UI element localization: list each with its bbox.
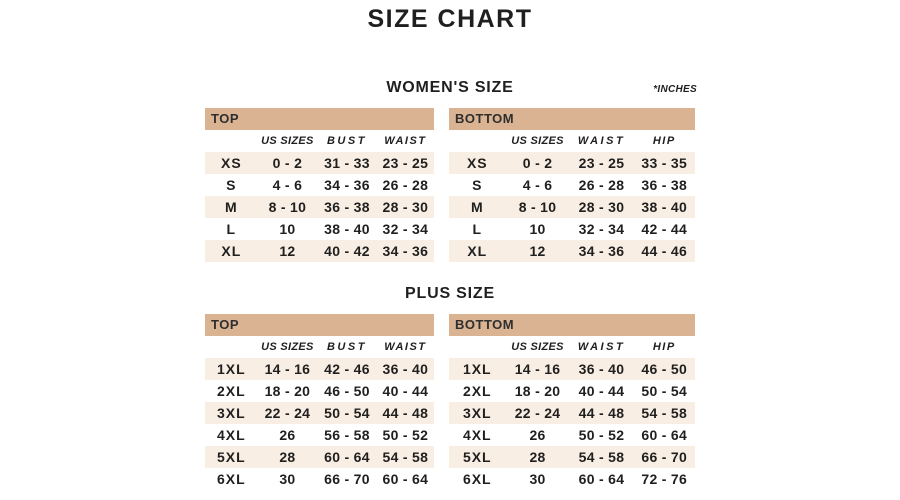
measurement-value: 12 xyxy=(279,243,296,259)
size-label: 1XL xyxy=(216,361,246,377)
size-label: 4XL xyxy=(462,427,492,443)
size-row xyxy=(449,380,695,402)
table-title-bar xyxy=(449,108,695,130)
table-title: TOP xyxy=(211,317,239,332)
size-row xyxy=(205,218,434,240)
size-label: L xyxy=(226,221,237,237)
measurement-value: 28 xyxy=(279,449,296,465)
size-label: 5XL xyxy=(462,449,492,465)
size-row xyxy=(205,240,434,262)
section-heading: PLUS SIZE xyxy=(405,285,495,302)
size-column-header xyxy=(205,336,258,358)
size-row xyxy=(449,358,695,380)
measurement-value: 50 - 52 xyxy=(382,427,429,443)
size-row xyxy=(205,152,434,174)
measurement-value: 26 xyxy=(529,427,546,443)
measurement-value: 8 - 10 xyxy=(268,199,307,215)
size-row xyxy=(205,446,434,468)
measurement-value: 34 - 36 xyxy=(382,243,429,259)
size-label: 2XL xyxy=(216,383,246,399)
measurement-value: 42 - 46 xyxy=(324,361,370,377)
size-label: M xyxy=(470,199,484,215)
size-label: XS xyxy=(220,155,242,171)
size-row xyxy=(205,402,434,424)
size-label: 2XL xyxy=(462,383,492,399)
size-table xyxy=(205,108,434,262)
measurement-value: 28 xyxy=(529,449,546,465)
measurement-value: 46 - 50 xyxy=(641,361,688,377)
column-header-row xyxy=(205,130,434,152)
measurement-value: 34 - 36 xyxy=(324,177,370,193)
measurement-value: 36 - 40 xyxy=(578,361,625,377)
measurement-value: 0 - 2 xyxy=(272,155,303,171)
size-data-table xyxy=(449,130,695,262)
size-row xyxy=(205,174,434,196)
measurement-value: 44 - 48 xyxy=(578,405,625,421)
size-data-table xyxy=(449,336,695,490)
table-title-bar xyxy=(205,314,434,336)
measurement-value: 60 - 64 xyxy=(641,427,688,443)
page-title: SIZE CHART xyxy=(367,5,533,33)
measurement-value: 10 xyxy=(279,221,296,237)
column-header: BUST xyxy=(326,135,367,147)
measurement-value: 60 - 64 xyxy=(578,471,625,487)
measurement-value: 46 - 50 xyxy=(324,383,370,399)
size-column-header xyxy=(449,336,506,358)
measurement-value: 60 - 64 xyxy=(324,449,370,465)
size-row xyxy=(205,380,434,402)
measurement-value: 54 - 58 xyxy=(641,405,688,421)
size-table xyxy=(205,314,434,490)
measurement-value: 4 - 6 xyxy=(522,177,553,193)
measurement-value: 34 - 36 xyxy=(578,243,625,259)
measurement-value: 66 - 70 xyxy=(324,471,370,487)
size-label: M xyxy=(224,199,238,215)
size-label: XL xyxy=(221,243,242,259)
size-section xyxy=(205,284,695,490)
size-label: 4XL xyxy=(216,427,246,443)
size-label: S xyxy=(226,177,237,193)
size-row xyxy=(449,468,695,490)
measurement-value: 26 - 28 xyxy=(578,177,625,193)
column-header: WAIST xyxy=(577,341,626,353)
measurement-value: 4 - 6 xyxy=(272,177,303,193)
size-label: 6XL xyxy=(216,471,246,487)
column-header: US SIZES xyxy=(261,341,314,353)
size-row xyxy=(449,240,695,262)
measurement-value: 50 - 54 xyxy=(324,405,370,421)
size-row xyxy=(205,358,434,380)
size-column-header xyxy=(205,130,258,152)
measurement-value: 42 - 44 xyxy=(641,221,688,237)
size-section xyxy=(205,78,695,262)
measurement-value: 60 - 64 xyxy=(382,471,429,487)
size-label: 5XL xyxy=(216,449,246,465)
measurement-value: 18 - 20 xyxy=(264,383,311,399)
sections-container xyxy=(0,78,900,490)
table-title: BOTTOM xyxy=(455,111,515,126)
measurement-value: 36 - 38 xyxy=(324,199,370,215)
tables-row xyxy=(205,108,695,262)
column-header: WAIST xyxy=(577,135,626,147)
size-label: S xyxy=(472,177,483,193)
column-header: US SIZES xyxy=(511,135,564,147)
measurement-value: 50 - 52 xyxy=(578,427,625,443)
measurement-value: 72 - 76 xyxy=(641,471,688,487)
size-column-header xyxy=(449,130,506,152)
measurement-value: 44 - 46 xyxy=(641,243,688,259)
table-title: BOTTOM xyxy=(455,317,515,332)
measurement-value: 32 - 34 xyxy=(578,221,625,237)
table-title-bar xyxy=(205,108,434,130)
measurement-value: 38 - 40 xyxy=(324,221,370,237)
size-row xyxy=(449,196,695,218)
column-header: WAIST xyxy=(384,341,427,353)
size-row xyxy=(449,424,695,446)
measurement-value: 33 - 35 xyxy=(641,155,688,171)
column-header-row xyxy=(205,336,434,358)
measurement-value: 32 - 34 xyxy=(382,221,429,237)
measurement-value: 36 - 38 xyxy=(641,177,688,193)
column-header-row xyxy=(449,130,695,152)
table-title: TOP xyxy=(211,111,239,126)
measurement-value: 36 - 40 xyxy=(382,361,429,377)
section-header xyxy=(205,78,695,98)
measurement-value: 10 xyxy=(529,221,546,237)
column-header: HIP xyxy=(652,341,676,353)
size-label: XS xyxy=(466,155,488,171)
size-row xyxy=(449,446,695,468)
measurement-value: 22 - 24 xyxy=(264,405,311,421)
size-data-table xyxy=(205,130,434,262)
size-row xyxy=(205,196,434,218)
column-header: US SIZES xyxy=(261,135,314,147)
section-header xyxy=(205,284,695,304)
column-header: US SIZES xyxy=(511,341,564,353)
measurement-value: 50 - 54 xyxy=(641,383,688,399)
measurement-value: 54 - 58 xyxy=(578,449,625,465)
size-label: L xyxy=(472,221,483,237)
tables-row xyxy=(205,314,695,490)
size-row xyxy=(449,218,695,240)
measurement-value: 40 - 44 xyxy=(382,383,429,399)
measurement-value: 38 - 40 xyxy=(641,199,688,215)
column-header-row xyxy=(449,336,695,358)
size-label: 3XL xyxy=(216,405,246,421)
measurement-value: 66 - 70 xyxy=(641,449,688,465)
size-label: 1XL xyxy=(462,361,492,377)
column-header: HIP xyxy=(652,135,676,147)
measurement-value: 40 - 44 xyxy=(578,383,625,399)
size-table xyxy=(449,314,695,490)
column-header: BUST xyxy=(326,341,367,353)
size-label: XL xyxy=(467,243,488,259)
units-note: *INCHES xyxy=(653,84,697,95)
size-row xyxy=(205,468,434,490)
size-table xyxy=(449,108,695,262)
size-label: 6XL xyxy=(462,471,492,487)
measurement-value: 14 - 16 xyxy=(514,361,561,377)
measurement-value: 23 - 25 xyxy=(382,155,429,171)
measurement-value: 22 - 24 xyxy=(514,405,561,421)
measurement-value: 0 - 2 xyxy=(522,155,553,171)
measurement-value: 14 - 16 xyxy=(264,361,311,377)
measurement-value: 18 - 20 xyxy=(514,383,561,399)
measurement-value: 56 - 58 xyxy=(324,427,370,443)
table-title-bar xyxy=(449,314,695,336)
measurement-value: 54 - 58 xyxy=(382,449,429,465)
measurement-value: 31 - 33 xyxy=(324,155,370,171)
column-header: WAIST xyxy=(384,135,427,147)
section-heading: WOMEN'S SIZE xyxy=(386,79,514,96)
size-data-table xyxy=(205,336,434,490)
size-label: 3XL xyxy=(462,405,492,421)
measurement-value: 23 - 25 xyxy=(578,155,625,171)
measurement-value: 26 - 28 xyxy=(382,177,429,193)
measurement-value: 28 - 30 xyxy=(578,199,625,215)
measurement-value: 30 xyxy=(529,471,546,487)
size-row xyxy=(449,402,695,424)
measurement-value: 44 - 48 xyxy=(382,405,429,421)
measurement-value: 40 - 42 xyxy=(324,243,370,259)
measurement-value: 30 xyxy=(279,471,296,487)
measurement-value: 12 xyxy=(529,243,546,259)
size-row xyxy=(205,424,434,446)
size-row xyxy=(449,152,695,174)
measurement-value: 26 xyxy=(279,427,296,443)
measurement-value: 8 - 10 xyxy=(518,199,557,215)
measurement-value: 28 - 30 xyxy=(382,199,429,215)
size-row xyxy=(449,174,695,196)
